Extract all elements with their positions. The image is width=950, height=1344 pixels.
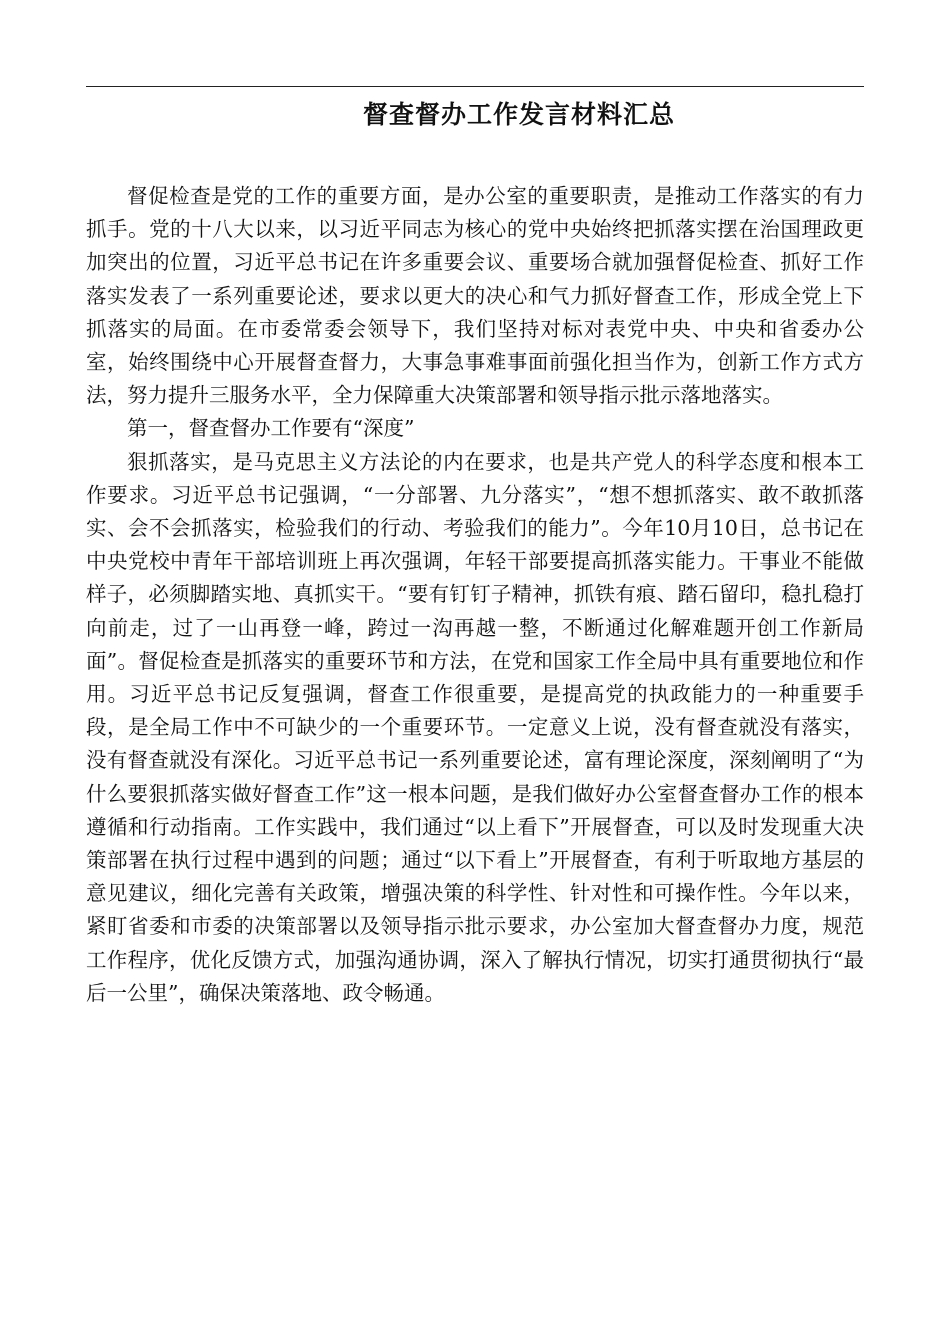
section-paragraph: 狠抓落实，是马克思主义方法论的内在要求，也是共产党人的科学态度和根本工作要求。习近平总书记强调，“一分部署、九分落实”，“想不想抓落实、敢不敢抓落实、会不会抓落实，检验我们的行动、考验我们的能力”。今年10月10日，总书记在中央党校中青年干部培训班上再次强调，年轻干部要提高抓落实能力。干事业不能做样子，必须脚踏实地、真抓实干。“要有钉钉子精神，抓铁有痕、踏石留印，稳扎稳打向前走，过了一山再登一峰，跨过一沟再越一整，不断通过化解难题开创工作新局面”。督促检查是抓落实的重要环节和方法，在党和国家工作全局中具有重要地位和作用。习近平总书记反复强调，督查工作很重要，是提高党的执政能力的一种重要手段，是全局工作中不可缺少的一个重要环节。一定意义上说，没有督查就没有落实，没有督查就没有深化。习近平总书记一系列重要论述，富有理论深度，深刻阐明了“为什么要狠抓落实做好督查工作”这一根本问题，是我们做好办公室督查督办工作的根本遵循和行动指南。工作实践中，我们通过“以上看下”开展督查，可以及时发现重大决策部署在执行过程中遇到的问题；通过“以下看上”开展督查，有利于听取地方基层的意见建议，细化完善有关政策，增强决策的科学性、针对性和可操作性。今年以来，紧盯省委和市委的决策部署以及领导指示批示要求，办公室加大督查督办力度，规范工作程序，优化反馈方式，加强沟通协调，深入了解执行情况，切实打通贯彻执行“最后一公里”，确保决策落地、政令畅通。 — [86, 449, 864, 1005]
document-title: 督查督办工作发言材料汇总 — [362, 100, 675, 129]
intro-paragraph: 督促检查是党的工作的重要方面，是办公室的重要职责，是推动工作落实的有力抓手。党的十八大以来，以习近平同志为核心的党中央始终把抓落实摆在治国理政更加突出的位置，习近平总书记在许多重要会议、重要场合就加强督促检查、抓好工作落实发表了一系列重要论述，要求以更大的决心和气力抓好督查工作，形成全党上下抓落实的局面。在市委常委会领导下，我们坚持对标对表党中央、中央和省委办公室，始终围绕中心开展督查督力，大事急事难事面前强化担当作为，创新工作方式方法，努力提升三服务水平，全力保障重大决策部署和领导指示批示落地落实。 — [86, 184, 864, 408]
section-heading: 第一，督查督办工作要有“深度” — [127, 416, 415, 441]
header-rule — [86, 86, 864, 87]
document-body — [86, 180, 864, 1010]
